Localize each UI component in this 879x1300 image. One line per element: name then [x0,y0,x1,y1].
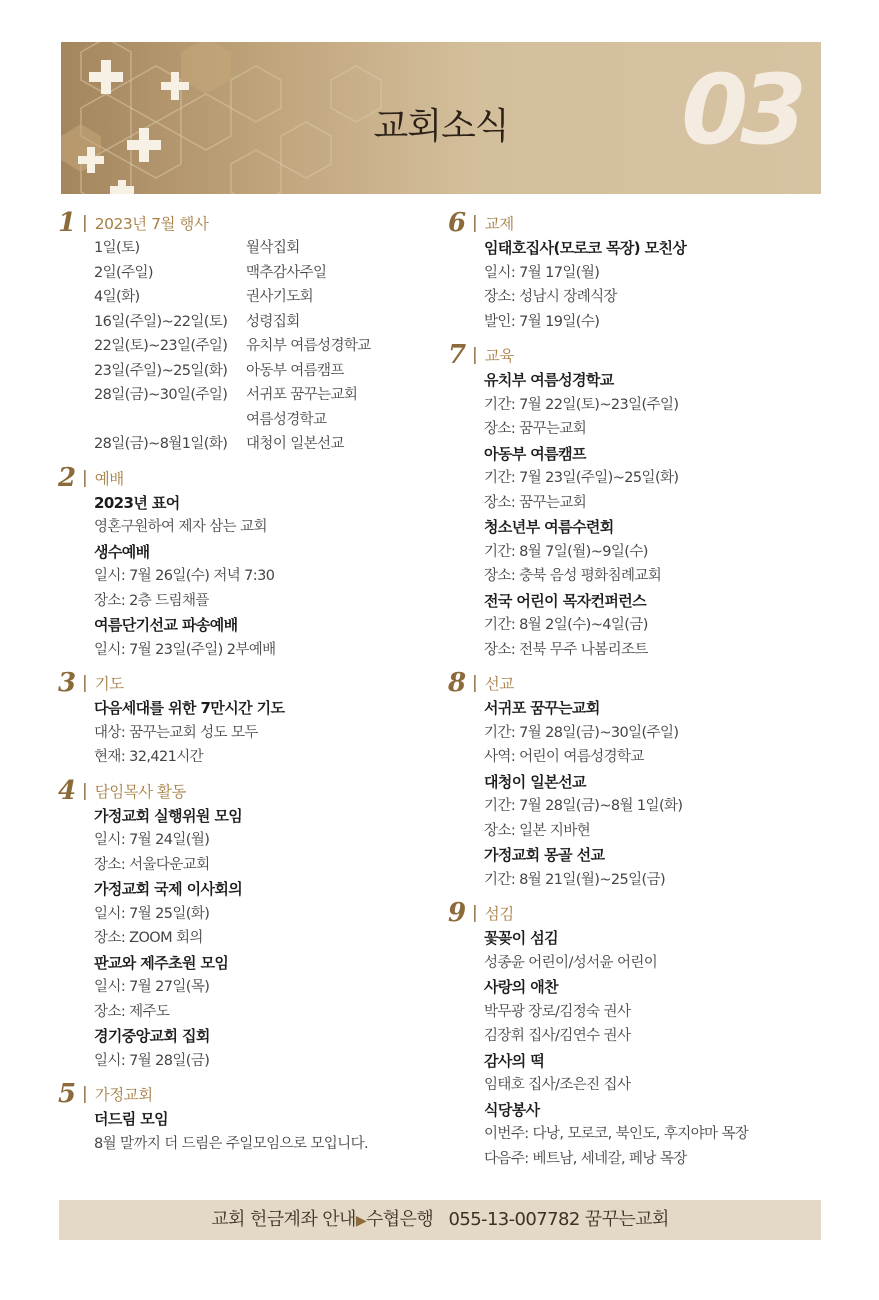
item-title: 청소년부 여름수련회 [484,518,614,536]
event-name: 서귀포 꿈꾸는교회 [246,387,358,403]
section-title: 교육 [484,347,514,365]
event-date: 4일(화) [94,289,140,305]
section-title: 선교 [484,675,514,693]
divider: | [472,213,478,233]
item-line: 장소: 충북 음성 평화침례교회 [484,568,662,584]
section-fellowship [448,210,828,334]
item-title: 식당봉사 [484,1100,540,1119]
section-number: 3 [58,668,77,698]
section-title: 2023년 7월 행사 [94,215,209,233]
item-line: 장소: ZOOM 회의 [94,930,203,946]
item-line: 영혼구원하여 제자 삼는 교회 [94,519,267,535]
item-title: 더드림 모임 [94,1110,169,1128]
event-row [94,236,438,261]
item-line: 사역: 어린이 여름성경학교 [484,749,644,765]
section-number: 7 [448,340,467,370]
section-header [448,670,828,696]
event-date: 28일(금)~8월1일(화) [94,436,228,452]
item-line: 일시: 7월 23일(주일) 2부예배 [94,641,276,658]
section-header [448,900,828,926]
item-title: 판교와 제주초원 모임 [94,953,229,972]
item-line: 기간: 7월 22일(토)~23일(주일) [484,396,679,413]
item-line: 장소: 2층 드림채플 [94,592,209,609]
item-line: 다음주: 베트남, 세네갈, 페낭 목장 [484,1150,687,1167]
event-name: 월삭집회 [246,240,300,256]
item-title: 임태호집사(모로코 목장) 모친상 [484,239,687,257]
divider: | [472,903,478,923]
item-line: 기간: 8월 21일(월)~25일(금) [484,871,666,888]
section-home-church [58,1081,438,1156]
item-line: 일시: 7월 27일(목) [94,979,210,995]
item-title: 다음세대를 위한 7만시간 기도 [94,699,285,717]
event-row [94,310,438,335]
event-name: 아동부 여름캠프 [246,362,344,379]
item-line: 기간: 8월 7일(월)~9일(수) [484,543,648,560]
section-number: 8 [448,668,467,698]
section-events [58,210,438,457]
item-title: 전국 어린이 목자컨퍼런스 [484,591,647,610]
item-title: 대청이 일본선교 [484,772,586,791]
section-header [58,462,438,493]
event-row [94,261,438,286]
item-line: 일시: 7월 24일(월) [94,832,210,848]
section-prayer [58,670,438,770]
item-title: 유치부 여름성경학교 [484,371,614,389]
item-line: 장소: 꿈꾸는교회 [484,494,587,511]
divider: | [472,673,478,693]
section-worship [58,462,438,663]
event-row [94,334,438,359]
section-title: 담임목사 활동 [94,782,186,801]
section-pastor [58,775,438,1074]
event-name: 맥추감사주일 [246,264,327,281]
section-header [58,670,438,696]
item-line: 8월 말까지 더 드림은 주일모임으로 모입니다. [94,1135,369,1152]
item-line: 박무광 장로/김정숙 권사 [484,1003,631,1020]
section-service [448,900,828,1171]
item-line: 임태호 집사/조은진 집사 [484,1077,631,1093]
section-header [58,775,438,806]
divider: | [82,213,88,233]
divider: | [82,467,88,488]
event-name: 대청이 일본선교 [246,436,344,452]
event-date: 2일(주일) [94,264,153,281]
item-line: 장소: 제주도 [94,1003,170,1020]
item-title: 사랑의 애찬 [484,978,559,996]
item-line: 김장휘 집사/김연수 권사 [484,1028,631,1044]
event-name: 유치부 여름성경학교 [246,338,371,354]
section-title: 예배 [94,469,124,488]
section-header [448,342,828,368]
divider: | [82,1084,88,1104]
event-date: 28일(금)~30일(주일) [94,387,228,403]
section-title: 가정교회 [94,1086,153,1104]
event-row [94,408,438,433]
event-row [94,383,438,408]
event-row [94,432,438,457]
divider: | [82,673,88,693]
section-number: 2 [58,462,77,493]
section-number: 6 [448,208,467,238]
event-row [94,285,438,310]
event-date: 22일(토)~23일(주일) [94,338,228,354]
item-title: 여름단기선교 파송예배 [94,616,238,634]
left-column [58,210,438,1164]
item-line: 일시: 7월 28일(금) [94,1052,210,1069]
event-date: 1일(토) [94,240,140,256]
item-line: 일시: 7월 17일(월) [484,264,600,281]
section-number: 1 [58,208,77,238]
right-column [448,210,828,1179]
item-line: 장소: 꿈꾸는교회 [484,421,587,437]
account-info: 수협은행 055-13-007782 꿈꾸는교회 [365,1209,669,1230]
account-label: 교회 헌금계좌 안내 [211,1209,356,1230]
item-title: 가정교회 몽골 선교 [484,846,605,864]
item-title: 경기중앙교회 집회 [94,1027,210,1045]
page-title: 교회소식 [373,106,509,147]
item-title: 가정교회 국제 이사회의 [94,880,243,898]
item-line: 발인: 7월 19일(수) [484,313,600,330]
item-title: 감사의 떡 [484,1051,545,1070]
event-name: 여름성경학교 [246,411,327,428]
offering-account-bar [59,1200,821,1240]
item-title: 아동부 여름캠프 [484,444,586,463]
item-line: 기간: 7월 28일(금)~30일(주일) [484,724,679,741]
page-number: 03 [681,54,799,166]
item-line: 일시: 7월 26일(수) 저녁 7:30 [94,568,275,584]
divider: | [82,780,88,801]
section-title: 섬김 [484,905,514,923]
item-line: 기간: 7월 28일(금)~8월 1일(화) [484,798,683,814]
divider: | [472,345,478,365]
item-line: 현재: 32,421시간 [94,749,204,765]
section-title: 교제 [484,215,514,233]
event-date: 23일(주일)~25일(화) [94,362,228,379]
event-row [94,359,438,384]
event-date: 16일(주일)~22일(토) [94,313,228,330]
item-line: 장소: 성남시 장례식장 [484,289,617,305]
section-mission [448,670,828,892]
item-line: 기간: 7월 23일(주일)~25일(화) [484,470,679,486]
header-banner [61,42,821,194]
section-number: 5 [58,1079,77,1109]
item-line: 일시: 7월 25일(화) [94,905,210,922]
event-name: 권사기도회 [246,289,314,305]
section-number: 4 [58,775,77,806]
item-title: 서귀포 꿈꾸는교회 [484,699,600,717]
section-title: 기도 [94,675,124,693]
event-name: 성령집회 [246,313,300,330]
item-title: 2023년 표어 [94,493,180,512]
section-header [448,210,828,236]
item-line: 장소: 일본 지바현 [484,822,591,839]
item-line: 기간: 8월 2일(수)~4일(금) [484,617,648,633]
item-line: 장소: 전북 무주 나봄리조트 [484,641,648,658]
section-header [58,1081,438,1107]
section-education [448,342,828,662]
event-date [94,408,246,433]
item-line: 장소: 서울다운교회 [94,856,210,873]
item-line: 대상: 꿈꾸는교회 성도 모두 [94,724,258,741]
section-header [58,210,438,236]
arrow-right-icon: ▶ [355,1213,366,1229]
item-line: 이번주: 다낭, 모로코, 북인도, 후지야마 목장 [484,1126,749,1142]
item-title: 생수예배 [94,542,150,561]
item-line: 성종윤 어린이/성서윤 어린이 [484,954,658,971]
section-number: 9 [448,898,467,928]
item-title: 꽃꽂이 섬김 [484,929,559,947]
item-title: 가정교회 실행위원 모임 [94,806,243,825]
